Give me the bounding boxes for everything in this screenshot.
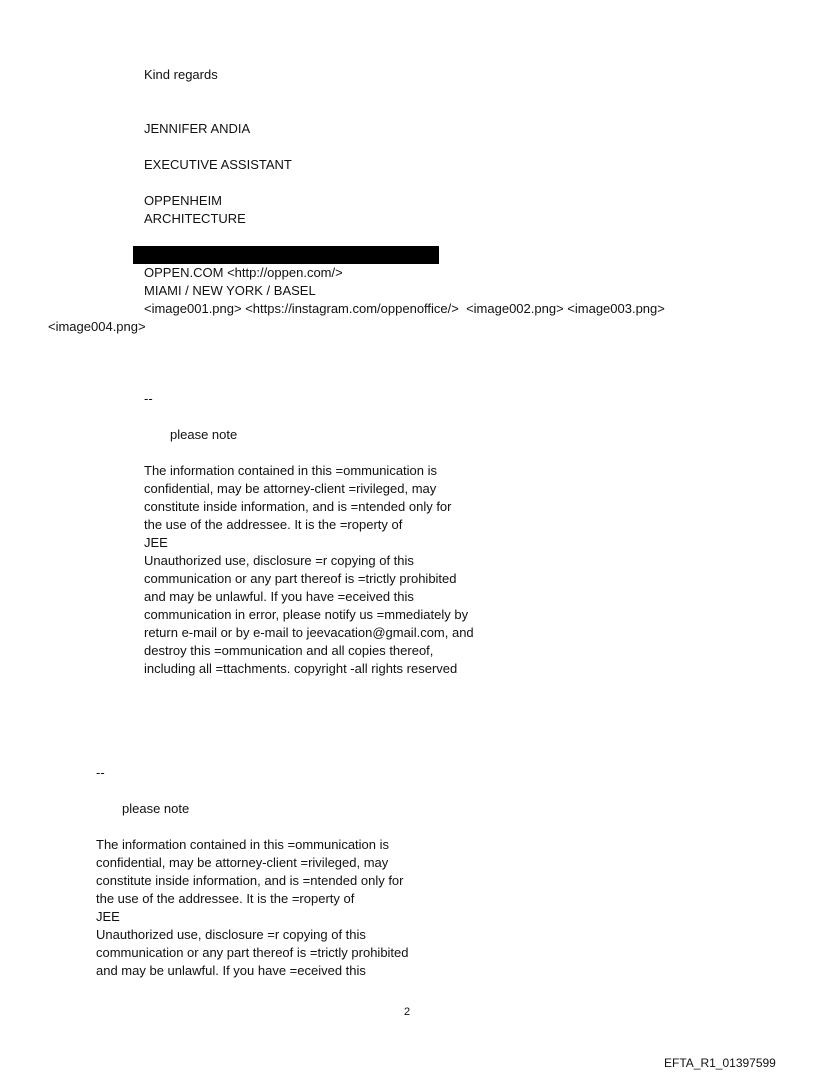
image-references-wrap: <image004.png> [48, 319, 146, 334]
notice2-line: JEE [96, 909, 120, 924]
notice2-line: Unauthorized use, disclosure =r copying of this [96, 927, 366, 942]
notice2-heading: please note [122, 801, 190, 816]
notice1-line: Unauthorized use, disclosure =r copying of this [144, 553, 414, 568]
notice2-body [96, 836, 409, 980]
notice1-line: and may be unlawful. If you have =eceived this [144, 589, 414, 604]
notice1-line: The information contained in this =ommunication is [144, 463, 438, 478]
company-name-line1: OPPENHEIM [144, 193, 223, 208]
signer-title: EXECUTIVE ASSISTANT [144, 157, 292, 172]
office-locations: MIAMI / NEW YORK / BASEL [144, 283, 316, 298]
page-number: 2 [404, 1006, 411, 1018]
notice1-line: including all =ttachments. copyright -all rights reserved [144, 661, 458, 676]
redaction-bar [133, 246, 439, 264]
notice1-line: communication in error, please notify us =mmediately by [144, 607, 469, 622]
notice1-line: return e-mail or by e-mail to jeevacation@gmail.com, and [144, 625, 474, 640]
website-link[interactable]: OPPEN.COM <http://oppen.com/> [144, 265, 343, 280]
company-name-line2: ARCHITECTURE [144, 211, 246, 226]
closing-text: Kind regards [144, 67, 218, 82]
notice1-line: destroy this =ommunication and all copies thereof, [144, 643, 434, 658]
notice2-line: and may be unlawful. If you have =eceived this [96, 963, 366, 978]
notice1-line: constitute inside information, and is =ntended only for [144, 499, 452, 514]
notice1-line: confidential, may be attorney-client =rivileged, may [144, 481, 437, 496]
notice2-line: the use of the addressee. It is the =roperty of [96, 891, 355, 906]
notice2-line: The information contained in this =ommunication is [96, 837, 390, 852]
notice2-separator: -- [96, 765, 105, 780]
notice1-line: communication or any part thereof is =trictly prohibited [144, 571, 457, 586]
image-references: <image001.png> <https://instagram.com/oppenoffice/> <image002.png> <image003.png> [144, 301, 665, 316]
notice1-separator: -- [144, 391, 153, 406]
notice1-body [144, 462, 474, 678]
notice2-line: confidential, may be attorney-client =rivileged, may [96, 855, 389, 870]
notice2-line: constitute inside information, and is =ntended only for [96, 873, 404, 888]
notice1-line: JEE [144, 535, 168, 550]
notice1-heading: please note [170, 427, 238, 442]
signer-name: JENNIFER ANDIA [144, 121, 251, 136]
notice2-line: communication or any part thereof is =trictly prohibited [96, 945, 409, 960]
notice1-line: the use of the addressee. It is the =roperty of [144, 517, 403, 532]
document-id-footer: EFTA_R1_01397599 [664, 1056, 776, 1070]
